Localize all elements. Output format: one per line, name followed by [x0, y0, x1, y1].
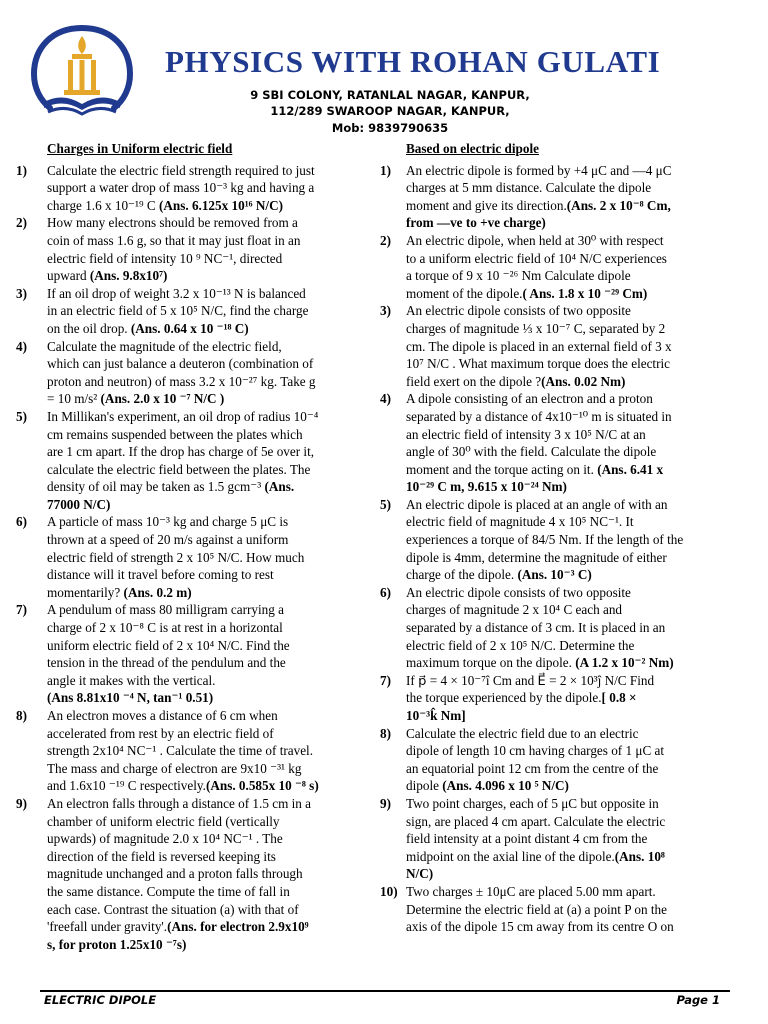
answer-text: (A 1.2 x 10⁻² Nm): [575, 655, 674, 671]
question-text: Calculate the electric field strength required to just support a water drop of mass 10⁻³ kg and having a charge 1.6 x 10⁻¹⁹ C: [47, 162, 315, 213]
footer-page-number: Page 1: [676, 993, 720, 1007]
address-line-1: 9 SBI COLONY, RATANLAL NAGAR, KANPUR,: [250, 88, 530, 102]
question-text: An electric dipole consists of two opposite charges of magnitude ⅓ x 10⁻⁷ C, separated by 2 cm. The dipole is placed in an external field of 3 x 10⁷ N/C . What maximum torque does the electric field exert on the dipole ?: [406, 303, 672, 389]
answer-text: (Ans. 2.0 x 10 ⁻⁷ N/C ): [100, 391, 225, 407]
question-item: [16, 338, 364, 408]
question-item: [16, 408, 364, 514]
question-text: Calculate the electric field due to an electric dipole of length 10 cm having charges of 1 μC at an equatorial point 12 cm from the centre of the dipole: [406, 725, 665, 794]
question-number: 8): [16, 708, 27, 723]
question-number: 2): [16, 215, 27, 231]
question-item: [380, 496, 720, 584]
question-item: [16, 601, 364, 707]
question-number: 8): [380, 725, 391, 741]
question-number: 5): [380, 496, 391, 512]
left-column: [16, 140, 364, 953]
answer-text: (Ans. 9.8x10⁷): [89, 268, 168, 284]
footer-chapter: ELECTRIC DIPOLE: [44, 993, 157, 1007]
question-item: [16, 707, 364, 795]
question-number: 7): [380, 672, 391, 688]
question-number: 3): [16, 285, 27, 301]
answer-text: (Ans. 4.096 x 10 ⁵ N/C): [442, 778, 569, 794]
answer-text: [ 0.8 × 10⁻³k̂ Nm]: [406, 690, 637, 723]
question-text: An electric dipole is formed by +4 μC and ―4 μC charges at 5 mm distance. Calculate the dipole moment and give its direction.: [406, 162, 672, 213]
question-number: 4): [16, 338, 27, 354]
question-item: [380, 302, 720, 390]
question-item: [16, 795, 364, 953]
address-line-2: 112/289 SWAROOP NAGAR, KANPUR,: [270, 104, 510, 118]
question-number: 1): [380, 162, 391, 178]
answer-text: (Ans. 10⁻³ C): [517, 567, 592, 583]
question-number: 9): [380, 795, 391, 811]
question-text: A particle of mass 10⁻³ kg and charge 5 μC is thrown at a speed of 20 m/s against a uniform electric field of strength 2 x 10⁵ N/C. How much distance will it travel before coming to rest momentarily?: [47, 514, 305, 600]
question-text: An electron moves a distance of 6 cm when accelerated from rest by an electric field of strength 2x10⁴ NC⁻¹ . Calculate the time of travel. The mass and charge of electron are 9x10 ⁻³¹ kg and 1.6x10 ⁻¹⁹ C respectively.: [47, 708, 314, 794]
answer-text: (Ans. 0.2 m): [123, 584, 192, 600]
answer-text: (Ans. 0.02 Nm): [541, 373, 626, 389]
question-text: Two point charges, each of 5 μC but opposite in sign, are placed 4 cm apart. Calculate the electric field intensity at a point distant 4 cm from the midpoint on the axial line of the dipole.: [406, 795, 666, 864]
question-item: [380, 672, 720, 725]
question-number: 3): [380, 303, 391, 319]
question-text: Two charges ± 10μC are placed 5.00 mm apart. Determine the electric field at (a) a point P on the axis of the dipole 15 cm away from its centre O on: [406, 883, 674, 935]
question-text: Calculate the magnitude of the electric field, which can just balance a deuteron (combination of proton and neutron) of mass 3.2 x 10⁻²⁷ kg. Take g = 10 m/s²: [47, 338, 316, 407]
answer-text: (Ans. 77000 N/C): [47, 479, 295, 512]
question-number: 5): [16, 408, 27, 424]
question-text: An electric dipole is placed at an angle of with an electric field of magnitude 4 x 10⁵ NC⁻¹. It experiences a torque of 84/5 Nm. If the length of the dipole is 4mm, determine the magnitude of either charge of the dipole.: [406, 496, 684, 583]
mobile-number: Mob: 9839790635: [331, 121, 449, 135]
question-number: 6): [16, 514, 27, 530]
question-text: An electric dipole, when held at 30⁰ with respect to a uniform electric field of 10⁴ N/C experiences a torque of 9 x 10 ⁻²⁶ Nm Calculate dipole moment of the dipole.: [406, 232, 667, 301]
right-column-heading: Based on electric dipole: [406, 141, 539, 156]
right-column: [380, 140, 720, 936]
question-number: 9): [16, 795, 27, 811]
footer-divider: [40, 990, 730, 992]
answer-text: (Ans. 2 x 10⁻⁸ Cm, from ―ve to +ve charge): [406, 197, 671, 231]
question-number: 4): [380, 391, 391, 407]
question-item: [380, 390, 720, 496]
question-item: [16, 162, 364, 215]
institute-logo: [28, 22, 136, 122]
question-text: In Millikan's experiment, an oil drop of radius 10⁻⁴ cm remains suspended between the plates which are 1 cm apart. If the drop has charge of 5e over it, calculate the electric field between the plates. The density of oil may be taken as 1.5 gcm⁻³: [47, 408, 319, 495]
left-column-heading: Charges in Uniform electric field: [47, 141, 233, 156]
question-item: [380, 162, 720, 232]
question-number: 6): [380, 584, 391, 600]
question-item: [380, 795, 720, 883]
page-title: PHYSICS WITH ROHAN GULATI: [165, 44, 661, 79]
answer-text: (Ans. 0.585x 10 ⁻⁸ s): [205, 778, 319, 794]
question-text: A pendulum of mass 80 milligram carrying a charge of 2 x 10⁻⁸ C is at rest in a horizontal uniform electric field of 2 x 10⁴ N/C. Find the tension in the thread of the pendulum and the angle it makes with the vertical.: [47, 602, 290, 688]
question-number: 2): [380, 232, 391, 248]
question-text: If an oil drop of weight 3.2 x 10⁻¹³ N is balanced in an electric field of 5 x 10⁵ N/C, find the charge on the oil drop.: [47, 285, 309, 336]
answer-text: (Ans. 0.64 x 10 ⁻¹⁸ C): [130, 320, 249, 336]
question-number: 1): [16, 162, 27, 178]
question-text: An electric dipole consists of two opposite charges of magnitude 2 x 10⁴ C each and separated by a distance of 3 cm. It is placed in an electric field of 2 x 10⁵ N/C. Determine the maximum torque on the dipole.: [406, 584, 666, 671]
question-item: [380, 232, 720, 302]
question-number: 10): [380, 883, 398, 899]
question-item: [16, 285, 364, 338]
answer-text: (Ans. 10⁸ N/C): [406, 848, 665, 882]
question-item: [380, 883, 720, 936]
question-number: 7): [16, 602, 27, 618]
answer-text: (Ans. 6.125x 10¹⁶ N/C): [158, 197, 284, 213]
question-item: [380, 584, 720, 672]
question-item: [16, 214, 364, 284]
answer-text: ( Ans. 1.8 x 10 ⁻²⁹ Cm): [522, 285, 648, 301]
question-text: An electron falls through a distance of 1.5 cm in a chamber of uniform electric field (vertically upwards) of magnitude 2.0 x 10⁴ NC⁻¹ . The direction of the field is reversed keeping its magnitude unchanged and a proton falls through the same distance. Compute the time of fall in each case. Contrast the situation (a) with that of 'freefall under gravity'.: [47, 795, 312, 935]
answer-text: (Ans. for electron 2.9x10⁹ s, for proton 1.25x10 ⁻⁷s): [47, 919, 309, 952]
answer-text: (Ans 8.81x10 ⁻⁴ N, tan⁻¹ 0.51): [47, 690, 214, 706]
question-item: [380, 725, 720, 795]
question-item: [16, 513, 364, 601]
question-text: If p⃗ = 4 × 10⁻⁷î Cm and E⃗ = 2 × 10³ĵ N/C Find the torque experienced by the dipole.: [406, 672, 655, 706]
question-text: How many electrons should be removed from a coin of mass 1.6 g, so that it may just float in an electric field of intensity 10 ⁹ NC⁻¹, directed upward: [47, 215, 301, 284]
answer-text: (Ans. 6.41 x 10⁻²⁹ C m, 9.615 x 10⁻²⁴ Nm): [406, 461, 664, 495]
question-text: A dipole consisting of an electron and a proton separated by a distance of 4x10⁻¹⁰ m is situated in an electric field of intensity 3 x 10⁵ N/C at an angle of 30⁰ with the field. Calculate the dipole moment and the torque acting on it.: [406, 391, 672, 477]
